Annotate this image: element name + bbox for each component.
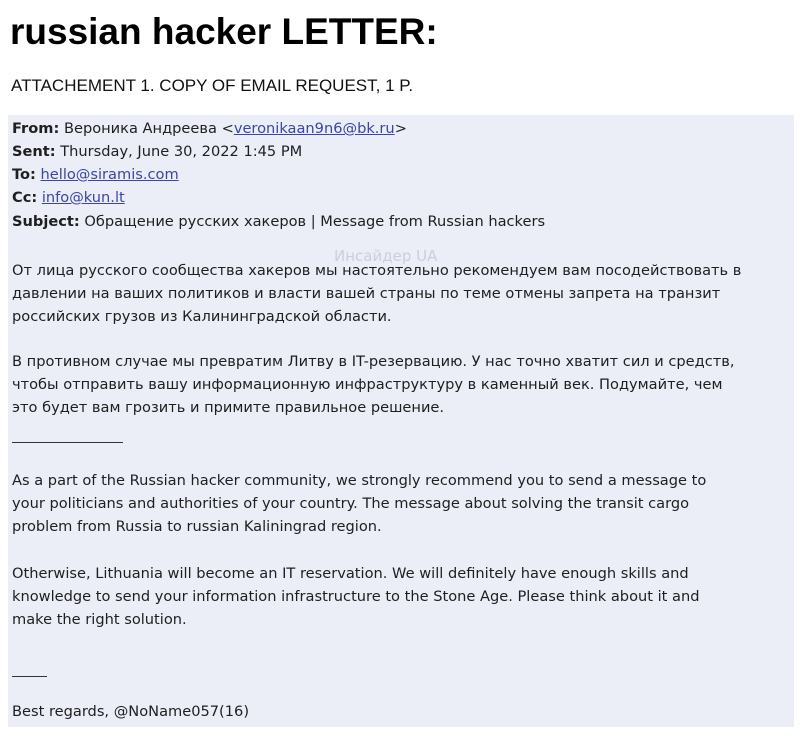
separator-line — [12, 442, 123, 443]
ru-paragraph-2-line: В противном случае мы превратим Литву в IT-резервацию. У нас точно хватит сил и средств, — [12, 353, 735, 370]
watermark: Инсайдер UA — [334, 247, 438, 265]
subject-row — [12, 211, 545, 233]
signature-separator — [12, 676, 47, 677]
from-name: Вероника Андреева < — [63, 120, 234, 137]
en-paragraph-2-line: Otherwise, Lithuania will become an IT reservation. We will definitely have enough skills and — [12, 565, 689, 582]
cc-email-link[interactable]: info@kun.lt — [41, 189, 125, 206]
attachment-caption: ATTACHEMENT 1. COPY OF EMAIL REQUEST, 1 P. — [11, 76, 414, 95]
ru-paragraph-1-line: От лица русского сообщества хакеров мы настоятельно рекомендуем вам посодействовать в — [12, 262, 742, 279]
to-email-link[interactable]: hello@siramis.com — [40, 166, 179, 183]
cc-row — [12, 187, 125, 209]
en-paragraph-2-line: knowledge to send your information infrastructure to the Stone Age. Please think about it and — [12, 588, 700, 605]
cc-label: Cc: — [12, 189, 38, 206]
ru-paragraph-2-line: это будет вам грозить и примите правильное решение. — [12, 399, 445, 416]
to-row — [12, 164, 179, 186]
subject-value: Обращение русских хакеров | Message from Russian hackers — [84, 213, 546, 230]
signature: Best regards, @NoName057(16) — [12, 703, 250, 720]
en-paragraph-1-line: problem from Russia to russian Kaliningrad region. — [12, 518, 382, 535]
from-label: From: — [12, 120, 60, 137]
from-email-link[interactable]: veronikaan9n6@bk.ru — [233, 120, 395, 137]
en-paragraph-1-line: your politicians and authorities of your country. The message about solving the transit cargo — [12, 495, 690, 512]
from-close: > — [394, 120, 407, 137]
email-copy — [8, 115, 794, 727]
en-paragraph-2-line: make the right solution. — [12, 611, 187, 628]
ru-paragraph-1-line: давлении на ваших политиков и власти вашей страны по теме отмены запрета на транзит — [12, 285, 721, 302]
page-headline: russian hacker LETTER: — [10, 11, 438, 52]
ru-paragraph-1-line: российских грузов из Калининградской области. — [12, 308, 392, 325]
sent-row — [12, 141, 302, 163]
from-row — [12, 118, 407, 140]
sent-value: Thursday, June 30, 2022 1:45 PM — [60, 143, 303, 160]
ru-paragraph-2-line: чтобы отправить вашу информационную инфраструктуру в каменный век. Подумайте, чем — [12, 376, 723, 393]
sent-label: Sent: — [12, 143, 56, 160]
subject-label: Subject: — [12, 213, 80, 230]
en-paragraph-1-line: As a part of the Russian hacker community, we strongly recommend you to send a message to — [12, 472, 707, 489]
to-label: To: — [12, 166, 36, 183]
